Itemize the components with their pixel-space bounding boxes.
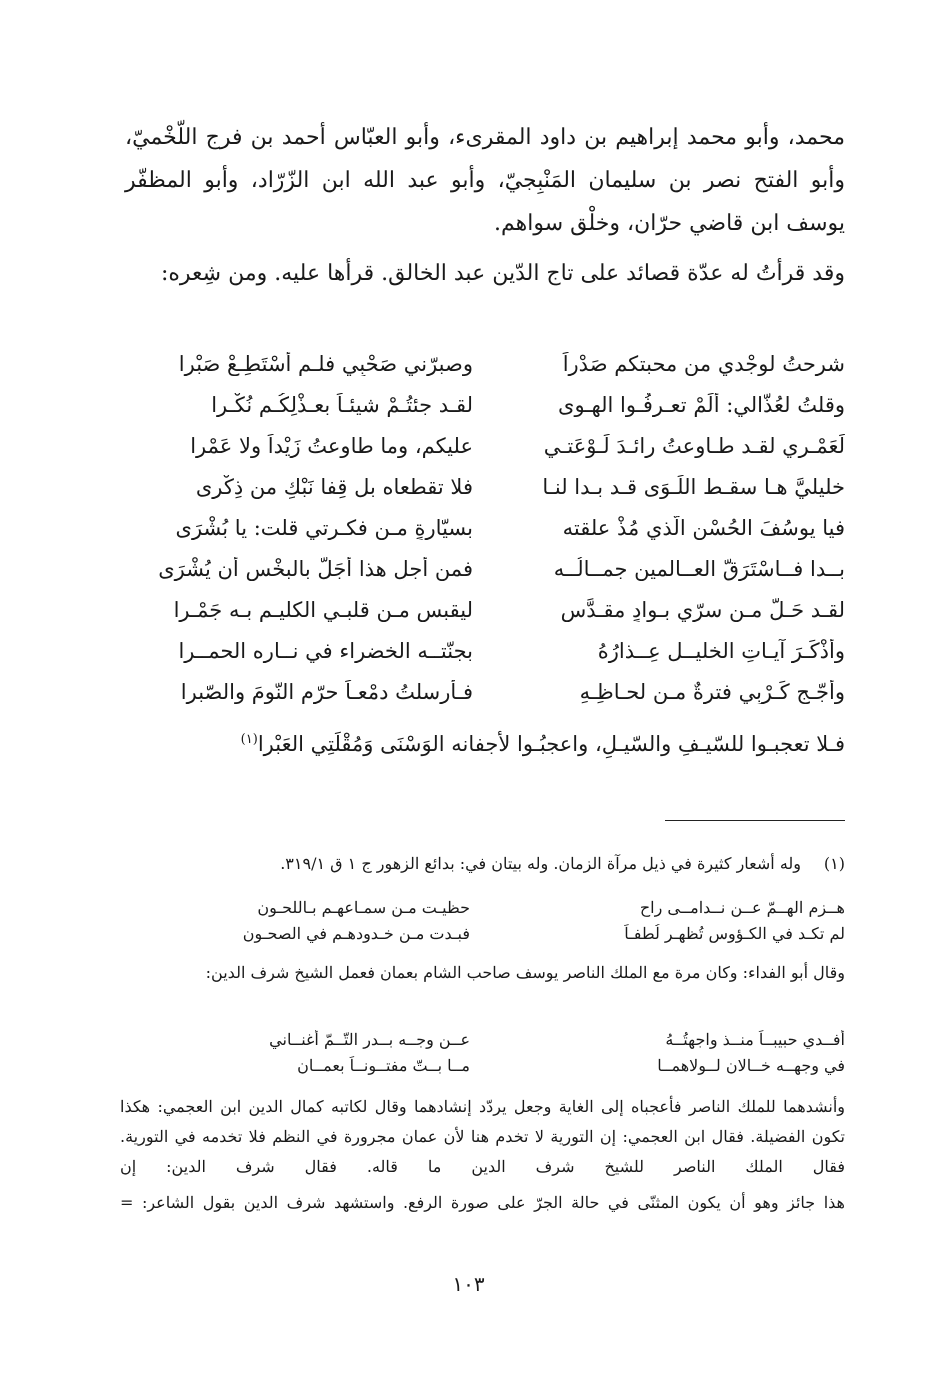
verse-first-half: وقلتُ لعُذّالي: أَلَمْ تعـرِفُـوا الهـوى <box>558 393 845 417</box>
footnote-verse <box>120 1056 845 1082</box>
verse-first-half: شرحتُ لوجْدي من محبتكم صَدْراً <box>562 352 845 376</box>
verse-first-half: وأَذْكَـرَ آيـاتِ الخليــلِ عِــذارُهُ <box>597 639 845 663</box>
page-number: ١٠٣ <box>452 1272 485 1296</box>
footnote-verse <box>120 1030 845 1056</box>
verse-first-half: بــدا فــاسْتَرَقّ العــالمين جمــالُــه <box>553 557 845 581</box>
verse-second-half: لقـد جئتُـمْ شيئـاً بعـذْلِكُـم نُكْـرا <box>211 393 473 417</box>
footnote-poem <box>120 1030 845 1082</box>
footnote-paragraph: هذا جائز وهو أن يكون المثنّى في حالة الجرّ على صورة الرفع. واستشهد شرف الدين بقول الشاعر: = <box>120 1193 845 1212</box>
poem-verse <box>125 639 845 680</box>
body-text <box>125 116 845 295</box>
verse-second-half: عــن وجــه بــدر التّــمّ أغنــاني <box>269 1030 470 1049</box>
verse-second-half: عليكم، وما طاوعتُ زَيْداً ولا عَمْرا <box>190 434 473 458</box>
verse-first-half: لقـد حَـلّ مـن سرّي بـوادٍ مقـدَّسٍ <box>560 598 845 622</box>
poem-verse <box>125 516 845 557</box>
footnote-divider <box>665 820 845 821</box>
body-paragraph: وقد قرأتُ له عدّة قصائد على تاج الدّين عبد الخالق. قرأها عليه. ومن شِعره: <box>160 261 845 286</box>
verse-second-half: مــا بــتّ مفتــونــاً بعمــان <box>297 1056 470 1075</box>
verse-first-half: لَعَمْـري لقـد طـاوعتُ رائـدَ لَـوْعَتـي <box>543 434 845 458</box>
verse-first-half: في وجهــه خــالان لــولاهمــا <box>657 1056 845 1075</box>
verse-first-half: هــزم الهــمّ عــن نــدامــى راح <box>639 898 845 917</box>
verse-second-half: ليقبس مـن قلبـي الكليـم بـه جَمْـرا <box>173 598 473 622</box>
poem-verse <box>125 434 845 475</box>
poem-verse <box>125 557 845 598</box>
verse-second-half: بجنّتــه الخضراء في نــارِه الحمــرا <box>178 639 473 663</box>
footnote-marker[interactable]: (١) <box>240 732 258 747</box>
verse-first-half: وأَجّـج كَـرْبِي فترةٌ مـن لحـاظِـهِ <box>579 680 845 704</box>
poem-verse <box>125 352 845 393</box>
poem-verse <box>125 393 845 434</box>
poem-verse <box>125 475 845 516</box>
verse-second-half: بسيّارةٍ مـن فكـرتي قلت: يا بُشْرَى <box>175 516 473 540</box>
footnote-prose <box>120 1092 845 1218</box>
footnote-prose <box>120 958 845 988</box>
body-paragraph: محمد، وأبو محمد إبراهيم بن داود المقرىء، وأبو العبّاس أحمد بن فرج اللّخْميّ، وأبو الفتح نصر بن سليمان المَنْبِجيّ، وأبو عبد الله ابن الزّرّاد، وأبو المظفّر يوسف ابن قاضي حرّان، وخلْق سواهم. <box>125 125 845 236</box>
poem <box>125 352 845 721</box>
footnote-verse <box>120 924 845 950</box>
poem-verse <box>125 680 845 721</box>
verse-first-half: خليليَّ هـا سقـط اللِّـوَى قـد بـدا لنـا <box>542 475 845 499</box>
footnote <box>120 850 845 878</box>
verse-first-half: لم تكـد في الكـؤوس تُظهـر لُطفـاً <box>624 924 845 943</box>
verse-first-half: فيا يوسُفَ الحُسْنِ الّذي مُذْ علقته <box>562 516 845 540</box>
footnote-paragraph: وأنشدهما للملك الناصر فأعجباه إلى الغاية وجعل يردّد إنشادهما وقال لكاتبه كمال الدين ابن العجمي: هكذا تكون الفضيلة. فقال ابن العجمي: إن التورية لا تخدم هنا لأن عمان مجرورة في النظم فلا تخدمه في التورية. فقال الملك الناصر للشيخ شرف الدين ما قاله. فقال شرف الدين: إن <box>120 1097 845 1176</box>
verse-second-half: وصبرّني صَحْبِي فلـم أَسْتَطِـعْ صَبْرا <box>178 352 473 376</box>
verse-second-half: فمن أجلِ هذا أجَلّ بالبخْس أن يُشْرَى <box>158 557 473 581</box>
poem-last-line <box>125 732 845 756</box>
verse-second-half: فلا تقطعاه بل قِفا نَبْكِ من ذِكْرى <box>195 475 473 499</box>
poem-verse <box>125 598 845 639</box>
verse-second-half: فـأرسلتُ دمْعـاً حرّم النّومَ والصّبرا <box>180 680 473 704</box>
footnote-poem <box>120 898 845 950</box>
verse-second-half: فبـدت مـن خـدودهـم في الصحـون <box>242 924 470 943</box>
verse-second-half: حظيـت مـن سمـاعهـم بـاللحـون <box>257 898 470 917</box>
footnote-text: وله أشعار كثيرة في ذيل مرآة الزمان. وله بيتان في: بدائع الزهور ج ١ ق ٣١٩/١. <box>280 854 801 873</box>
footnote-number: (١) <box>823 854 845 873</box>
poem-last-line-text: فـلا تعجبـوا للسّيـفِ والسّيـلِ، واعجبُـوا لأجفانه الوَسْنَى وَمُقْلَتِي العَبْرا <box>257 732 845 756</box>
footnote-verse <box>120 898 845 924</box>
footnote-paragraph: وقال أبو الفداء: وكان مرة مع الملك الناصر يوسف صاحب الشام بعمان فعمل الشيخ شرف الدين: <box>205 963 845 982</box>
verse-first-half: أفــدي حبيبــاً منــذ واجهتُــهُ <box>665 1030 845 1049</box>
